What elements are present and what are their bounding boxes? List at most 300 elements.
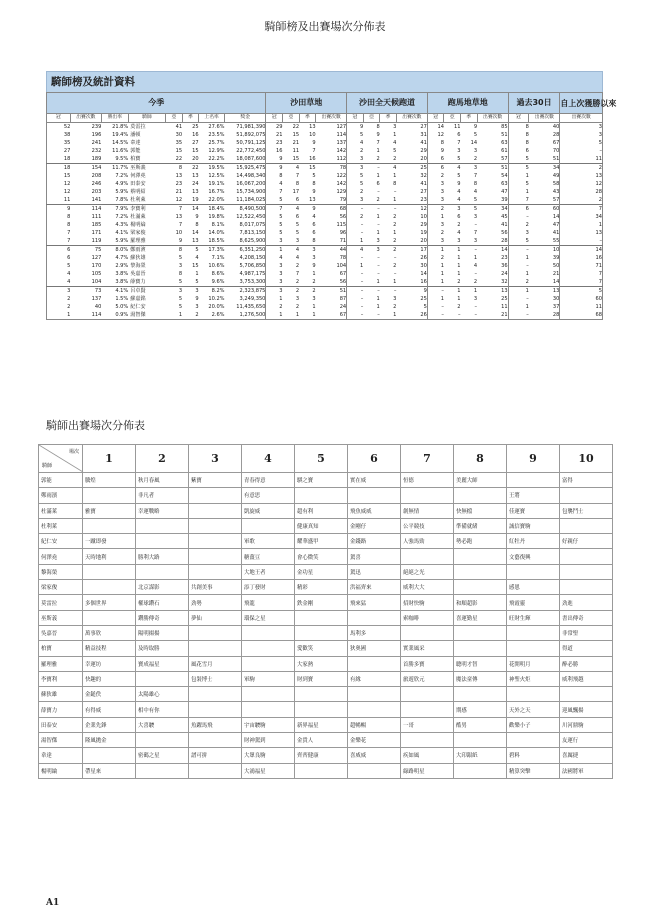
jockey-stats-row xyxy=(47,188,603,196)
stat-cell: 28 xyxy=(501,238,508,244)
stat-cell: 2 xyxy=(457,279,461,285)
stat-cell: 5 xyxy=(473,132,478,138)
horse-entry-cell: 歡樂小子 xyxy=(507,717,560,732)
horse-entry-cell xyxy=(560,488,613,503)
stat-cell: 44 xyxy=(316,246,347,255)
race-number-header: 8 xyxy=(454,445,507,473)
stat-cell: 67 xyxy=(339,312,347,318)
stat-cell: 13 xyxy=(192,173,199,179)
stat-cell: – xyxy=(377,271,380,277)
stat-cell: 1 xyxy=(457,296,461,302)
horse-entry-cell: 誠信寶駒 xyxy=(507,518,560,533)
stat-cell: 2 xyxy=(67,296,71,302)
stat-cell: – xyxy=(427,311,444,320)
horse-entry-cell: 威利飛越 xyxy=(560,671,613,686)
stat-cell: – xyxy=(347,311,364,320)
horse-entry-cell: 青春得意 xyxy=(242,473,295,488)
stat-cell: 5 xyxy=(312,173,316,179)
horse-entry-cell xyxy=(560,580,613,595)
jockey-stats-table xyxy=(46,92,617,320)
stat-cell: 129 xyxy=(336,189,347,195)
stats-subheader: 冠 xyxy=(427,114,444,123)
stat-cell: 31 xyxy=(420,132,427,138)
stat-cell: 1 xyxy=(508,172,529,180)
stat-cell: 9 xyxy=(347,123,364,132)
horse-entry-cell xyxy=(454,549,507,564)
stat-cell: 11,184,025 xyxy=(236,197,266,203)
stat-cell: 5 xyxy=(508,237,529,246)
jockey-name: 何澤堯 xyxy=(130,173,146,179)
horse-entry-cell: 金錢路 xyxy=(348,534,401,549)
stat-cell: 6 xyxy=(457,132,461,138)
stat-cell: 3 xyxy=(427,237,444,246)
stat-cell: – xyxy=(427,303,444,311)
stat-cell: 56 xyxy=(339,279,347,285)
stat-cell: 1 xyxy=(295,312,300,318)
jockey-distribution-row xyxy=(39,564,613,579)
stat-cell: 67 xyxy=(552,140,560,146)
jockey-name: 紀仁安 xyxy=(130,304,146,310)
stat-cell: 7 xyxy=(178,222,183,228)
stat-cell: 39 xyxy=(552,255,560,261)
stat-cell: 32 xyxy=(420,173,427,179)
stat-cell: 5 xyxy=(473,197,478,203)
stat-cell: 154 xyxy=(70,164,101,173)
horse-entry-cell xyxy=(454,564,507,579)
jockey-stats-row xyxy=(47,180,603,188)
stat-cell: 4 xyxy=(473,263,478,269)
stat-cell: 5 xyxy=(295,230,300,236)
jockey-name: 莫雷拉 xyxy=(39,595,83,610)
stat-cell: 17.3% xyxy=(199,246,225,255)
horse-entry-cell xyxy=(242,656,295,671)
stat-cell: 9 xyxy=(266,155,283,164)
stat-cell: – xyxy=(508,246,529,255)
horse-entry-cell: 騏之寶 xyxy=(295,473,348,488)
stat-cell: 1 xyxy=(444,287,461,296)
stat-cell: 1 xyxy=(347,237,364,246)
stat-cell: 13 xyxy=(175,214,183,220)
horse-entry-cell: 及時取勝 xyxy=(136,641,189,656)
stat-cell: 1 xyxy=(393,312,397,318)
jockey-stats-row xyxy=(47,270,603,278)
jockey-name: 楊明綸 xyxy=(130,222,146,228)
horse-entry-cell xyxy=(83,580,136,595)
stat-cell: – xyxy=(393,189,397,195)
stat-cell: 96 xyxy=(339,230,347,236)
jockey-stats-row xyxy=(47,229,603,237)
horse-entry-cell: 精益技程 xyxy=(83,641,136,656)
stat-cell: 2 xyxy=(457,222,461,228)
stats-subheader: 亞 xyxy=(363,114,380,123)
horse-entry-cell xyxy=(136,733,189,748)
horse-entry-cell: 秋月春風 xyxy=(136,473,189,488)
stat-cell: 5 xyxy=(347,131,364,139)
stat-cell: 1 xyxy=(67,312,71,318)
horse-entry-cell: 魚躍馬飛 xyxy=(189,717,242,732)
stat-cell: 70 xyxy=(552,148,560,154)
stat-cell: 1 xyxy=(457,271,461,277)
jockey-name: 韋達 xyxy=(39,748,83,763)
stat-cell: 5 xyxy=(508,180,529,188)
horse-entry-cell: 軍歌 xyxy=(242,534,295,549)
jockey-name: 羅理雅 xyxy=(130,238,146,244)
jockey-name: 巫斯義 xyxy=(39,610,83,625)
horse-entry-cell: 大印銀紙 xyxy=(454,748,507,763)
stat-cell: 87 xyxy=(339,296,347,302)
stat-cell: 8 xyxy=(508,139,529,147)
stat-cell: 8 xyxy=(508,131,529,139)
horse-entry-cell xyxy=(401,733,454,748)
stat-cell: 137 xyxy=(336,140,347,146)
stat-cell: 9 xyxy=(195,296,199,302)
jockey-stats-row xyxy=(47,278,603,287)
stat-cell: 52 xyxy=(63,124,71,130)
stat-cell: 3 xyxy=(427,180,444,188)
stat-cell: 2 xyxy=(312,279,316,285)
horse-entry-cell: 一哥 xyxy=(401,717,454,732)
stat-cell: 0.9% xyxy=(115,312,129,318)
horse-entry-cell: 魔法童傳 xyxy=(454,671,507,686)
stat-cell: 14 xyxy=(552,279,560,285)
stat-cell: 3 xyxy=(457,238,461,244)
stat-cell: 114 xyxy=(70,205,101,214)
stat-cell: 8 xyxy=(166,164,183,173)
jockey-name: 何澤堯 xyxy=(39,549,83,564)
stat-cell: – xyxy=(380,287,397,296)
stat-cell: 9 xyxy=(457,181,461,187)
stats-subheader: 季 xyxy=(182,114,199,123)
jockey-stats-row xyxy=(47,221,603,229)
stat-cell: 3 xyxy=(473,214,478,220)
horse-entry-cell xyxy=(295,702,348,717)
stat-cell: – xyxy=(393,271,397,277)
stat-cell: 1 xyxy=(312,304,316,310)
stat-cell: 7 xyxy=(560,205,603,214)
stat-cell: 13 xyxy=(309,197,316,203)
stat-cell: 7 xyxy=(560,270,603,278)
stat-cell: 27 xyxy=(420,124,427,130)
jockey-name: 蘇嘉銘 xyxy=(130,296,146,302)
jockey-distribution-row xyxy=(39,763,613,778)
jockey-stats-row xyxy=(47,254,603,262)
stat-cell: 4 xyxy=(473,189,478,195)
stat-cell: 23 xyxy=(501,255,508,261)
stat-cell: 4.9% xyxy=(115,181,129,187)
stat-cell: 1 xyxy=(461,287,478,296)
stat-cell: 27 xyxy=(63,148,71,154)
stat-cell: 3,753,300 xyxy=(239,279,266,285)
stat-cell: 2 xyxy=(347,147,364,155)
stat-cell: 11,435,650 xyxy=(236,304,266,310)
stat-cell: 12 xyxy=(396,205,427,214)
stat-cell: 189 xyxy=(91,156,102,162)
stat-cell: 9 xyxy=(299,205,316,214)
jockey-name: 楊明綸 xyxy=(39,763,83,778)
horse-entry-cell: 神聖火炬 xyxy=(507,671,560,686)
stat-cell: 7 xyxy=(166,205,183,214)
page-number: A1 xyxy=(46,898,60,908)
stat-cell: 1 xyxy=(178,312,183,318)
horse-entry-cell: 飛龍 xyxy=(242,595,295,610)
stat-cell: 11.6% xyxy=(112,148,129,154)
stat-cell: 1 xyxy=(427,278,444,287)
stat-cell: 2 xyxy=(393,304,397,310)
stat-cell: – xyxy=(393,255,397,261)
stat-cell: 4 xyxy=(266,180,283,188)
horse-entry-cell xyxy=(401,625,454,640)
stat-cell: – xyxy=(380,205,397,214)
stat-cell: 137 xyxy=(91,296,102,302)
stat-cell: 3 xyxy=(376,238,380,244)
jockey-stats-row xyxy=(47,311,603,320)
stat-cell: 3,249,350 xyxy=(239,296,266,302)
stat-cell: 8 xyxy=(295,181,300,187)
jockey-stats-row xyxy=(47,196,603,205)
stat-cell: 3.8% xyxy=(115,271,129,277)
stat-cell: 5,706,850 xyxy=(239,263,266,269)
stats-subheader: 冠 xyxy=(266,114,283,123)
stat-cell: 104 xyxy=(336,263,347,269)
jockey-name: 呂卓賢 xyxy=(128,287,165,296)
stat-cell: 28 xyxy=(552,132,560,138)
stat-cell: 2 xyxy=(427,229,444,237)
stats-subheader: 出賽次數 xyxy=(316,114,347,123)
horse-entry-cell: 佳運寶 xyxy=(507,503,560,518)
stat-cell: 7 xyxy=(508,196,529,205)
stat-cell: 9 xyxy=(427,147,444,155)
horse-entry-cell: 富得 xyxy=(560,473,613,488)
stat-cell: 5 xyxy=(423,304,427,310)
stat-cell: 2 xyxy=(295,263,300,269)
stat-cell: 34 xyxy=(560,213,603,221)
stat-cell: 12,522,450 xyxy=(236,214,266,220)
stat-cell: 4 xyxy=(266,254,283,262)
stat-cell: 1 xyxy=(427,246,444,255)
horse-entry-cell: 太陽雄心 xyxy=(136,687,189,702)
stat-cell: 4 xyxy=(457,197,461,203)
stat-cell: 6 xyxy=(295,214,300,220)
stat-cell: 22,772,450 xyxy=(236,148,266,154)
stat-cell: 21 xyxy=(292,140,300,146)
stat-cell: 8 xyxy=(393,181,397,187)
stat-cell: 4 xyxy=(380,164,397,173)
jockey-name: 吳嘉晉 xyxy=(130,271,146,277)
stat-cell: 43 xyxy=(552,189,560,195)
horse-entry-cell: 宇宙駿駒 xyxy=(242,717,295,732)
race-number-header: 10 xyxy=(560,445,613,473)
stat-cell: 5 xyxy=(178,304,183,310)
stat-cell: 3 xyxy=(347,196,364,205)
stat-cell: 35 xyxy=(175,140,183,146)
horse-entry-cell: 風花雪月 xyxy=(189,656,242,671)
stat-cell: 2 xyxy=(508,278,529,287)
stat-cell: 14.0% xyxy=(208,230,225,236)
stat-cell: 3 xyxy=(444,205,461,214)
stat-cell: 1 xyxy=(266,246,283,255)
horse-entry-cell xyxy=(83,564,136,579)
stat-cell: 3 xyxy=(266,270,283,278)
stat-cell: 7 xyxy=(457,140,461,146)
stat-cell: 6 xyxy=(427,155,444,164)
horse-entry-cell xyxy=(454,641,507,656)
stat-cell: 111 xyxy=(91,214,102,220)
stat-cell: 13 xyxy=(309,124,316,130)
stat-cell: 10 xyxy=(175,230,183,236)
horse-entry-cell xyxy=(507,564,560,579)
horse-entry-cell: 聰明才智 xyxy=(454,656,507,671)
stat-cell: – xyxy=(560,147,603,155)
stat-cell: – xyxy=(347,205,364,214)
stat-cell: 9 xyxy=(312,189,316,195)
stat-cell: 1 xyxy=(508,287,529,296)
stat-cell: 13 xyxy=(175,173,183,179)
stat-cell: 14.5% xyxy=(112,140,129,146)
stat-cell: 2 xyxy=(376,197,380,203)
stat-cell: 1 xyxy=(508,303,529,311)
stat-cell: 21 xyxy=(175,189,183,195)
stat-cell: 55 xyxy=(552,238,560,244)
stat-cell: 9 xyxy=(376,132,380,138)
stat-cell: 1 xyxy=(376,148,380,154)
horse-entry-cell: 天時地利 xyxy=(83,549,136,564)
stat-cell: 1 xyxy=(393,197,397,203)
stat-cell: 51 xyxy=(477,164,508,173)
stat-cell: 10.2% xyxy=(208,296,225,302)
stat-cell: 3 xyxy=(182,287,199,296)
stat-cell: 1 xyxy=(508,254,529,262)
horse-entry-cell xyxy=(136,671,189,686)
stats-subheader: 勝出率 xyxy=(101,114,128,123)
stat-cell: 3 xyxy=(427,196,444,205)
stat-cell: 3 xyxy=(178,263,183,269)
stat-cell: 13 xyxy=(192,238,199,244)
jockey-stats-row xyxy=(47,237,603,246)
horse-entry-cell: 天外之天 xyxy=(507,702,560,717)
horse-entry-cell: 綠路明星 xyxy=(401,763,454,778)
horse-entry-cell: 凱旋威 xyxy=(242,503,295,518)
group-happy-valley-turf: 跑馬地草地 xyxy=(427,93,508,114)
stat-cell: 2,323,875 xyxy=(225,287,266,296)
stat-cell: 17 xyxy=(292,189,300,195)
stat-cell: – xyxy=(347,287,364,296)
stat-cell: 17 xyxy=(396,246,427,255)
stat-cell: 51 xyxy=(501,132,508,138)
stat-cell: 22 xyxy=(182,164,199,173)
stat-cell: 3 xyxy=(295,238,300,244)
stat-cell: 63 xyxy=(501,181,508,187)
stat-cell: – xyxy=(508,262,529,270)
horse-entry-cell: 企業先鋒 xyxy=(83,717,136,732)
stat-cell: 1 xyxy=(376,304,380,310)
horse-entry-cell: 鉄金剛 xyxy=(295,595,348,610)
stat-cell: – xyxy=(377,263,380,269)
stat-cell: 10 xyxy=(309,132,316,138)
stat-cell: 18 xyxy=(47,164,71,173)
stat-cell: – xyxy=(363,287,380,296)
stat-cell: 4 xyxy=(283,246,300,255)
horse-entry-cell: 紫寶 xyxy=(189,473,242,488)
jockey-stats-row xyxy=(47,246,603,255)
stat-cell: – xyxy=(508,311,529,320)
horse-entry-cell: 駕迅 xyxy=(348,564,401,579)
stat-cell: 19 xyxy=(420,230,427,236)
stat-cell: 15,925,475 xyxy=(225,164,266,173)
jockey-stats-row xyxy=(47,287,603,296)
stat-cell: 8.1% xyxy=(211,222,225,228)
jockey-name: 李寶利 xyxy=(39,671,83,686)
stat-cell: 57 xyxy=(552,197,560,203)
horse-entry-cell xyxy=(136,518,189,533)
horse-entry-cell: 喜厲捷 xyxy=(560,748,613,763)
stats-subheader: 出賽次數 xyxy=(70,114,101,123)
stat-cell: 51 xyxy=(552,156,560,162)
horse-entry-cell: 喜威威 xyxy=(348,748,401,763)
jockey-name: 杜滿萊 xyxy=(130,214,146,220)
stat-cell: 78 xyxy=(316,164,347,173)
stat-cell: 13 xyxy=(560,172,603,180)
stat-cell: 11 xyxy=(560,155,603,164)
stats-subheader: 季 xyxy=(299,114,316,123)
stat-cell: 45 xyxy=(501,214,508,220)
stat-cell: 3 xyxy=(347,164,364,173)
horse-entry-cell: 大眾良駒 xyxy=(242,748,295,763)
stat-cell: 1 xyxy=(393,230,397,236)
stat-cell: – xyxy=(474,222,478,228)
stat-cell: 23 xyxy=(175,181,183,187)
stat-cell: 5 xyxy=(178,296,183,302)
stat-cell: 15 xyxy=(175,148,183,154)
stat-cell: 37 xyxy=(552,304,560,310)
horse-entry-cell xyxy=(454,733,507,748)
stat-cell: 12 xyxy=(63,189,71,195)
stat-cell: 6 xyxy=(427,164,444,173)
horse-entry-cell: 精算突擊 xyxy=(507,763,560,778)
stat-cell: 40 xyxy=(552,124,560,130)
horse-entry-cell xyxy=(560,549,613,564)
stat-cell: 26 xyxy=(420,255,427,261)
stat-cell: 3 xyxy=(473,148,478,154)
stat-cell: 9 xyxy=(396,287,427,296)
stat-cell: – xyxy=(377,189,380,195)
stat-cell: 1.5% xyxy=(115,296,129,302)
stat-cell: 56 xyxy=(339,214,347,220)
stat-cell: 7.9% xyxy=(101,205,128,214)
stat-cell: 196 xyxy=(91,132,102,138)
horse-entry-cell xyxy=(242,702,295,717)
stat-cell: – xyxy=(347,270,364,278)
stat-cell: – xyxy=(508,213,529,221)
stat-cell: 22.0% xyxy=(208,197,225,203)
jockey-name: 梁家俊 xyxy=(39,580,83,595)
horse-entry-cell xyxy=(189,549,242,564)
stat-cell: 11 xyxy=(454,124,461,130)
horse-entry-cell: 紅牡丹 xyxy=(507,534,560,549)
stat-cell: 6 xyxy=(47,246,71,255)
jockey-name: 薛寶力 xyxy=(39,702,83,717)
jockey-name: 梁家俊 xyxy=(130,230,146,236)
stat-cell: 3 xyxy=(266,278,283,287)
stat-cell: 24 xyxy=(501,271,508,277)
stat-cell: 3 xyxy=(266,237,283,246)
stat-cell: 4 xyxy=(67,279,71,285)
stat-cell: 30 xyxy=(175,132,183,138)
horse-entry-cell: 超暢暢 xyxy=(348,717,401,732)
horse-entry-cell: 旺財生輝 xyxy=(507,610,560,625)
stat-cell: 1 xyxy=(393,132,397,138)
stat-cell: 7.2% xyxy=(115,214,129,220)
horse-entry-cell: 駕喜 xyxy=(348,549,401,564)
